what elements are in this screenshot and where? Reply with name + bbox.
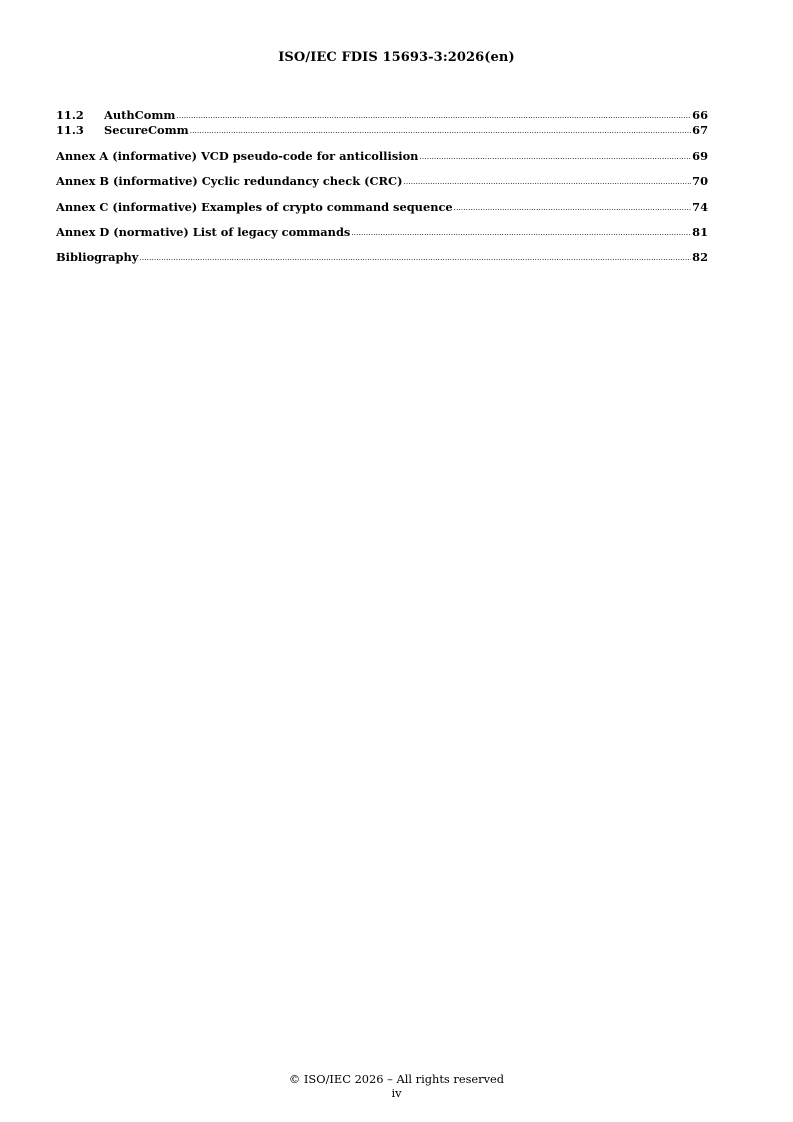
toc-entry-title: Annex A (informative) VCD pseudo-code for anticollision — [56, 149, 419, 163]
toc-entry-page: 81 — [692, 225, 708, 239]
toc-entry-annex-b[interactable] — [56, 174, 708, 190]
document-header: ISO/IEC FDIS 15693-3:2026(en) — [278, 50, 515, 65]
toc-entry-title: Annex B (informative) Cyclic redundancy check (CRC) — [56, 174, 403, 188]
toc-dot-leader — [139, 251, 691, 265]
toc-dot-leader — [351, 226, 691, 240]
toc-dot-leader — [190, 124, 691, 138]
toc-entry-title: AuthComm — [104, 108, 176, 122]
toc-entry-annex-c[interactable] — [56, 200, 708, 216]
toc-entry-page: 82 — [692, 250, 708, 264]
copyright-notice: © ISO/IEC 2026 – All rights reserved — [288, 1072, 505, 1086]
toc-entry-page: 66 — [692, 108, 708, 122]
toc-entry-number: 11.3 — [56, 123, 84, 137]
toc-entry-11-2[interactable] — [56, 108, 708, 124]
toc-dot-leader — [419, 150, 691, 164]
toc-entry-page: 70 — [692, 174, 708, 188]
page-footer — [0, 1072, 793, 1100]
toc-entry-page: 67 — [692, 123, 708, 137]
toc-entry-11-3[interactable] — [56, 123, 708, 139]
table-of-contents — [0, 0, 793, 300]
toc-entry-number: 11.2 — [56, 108, 84, 122]
toc-entry-title: Annex D (normative) List of legacy commands — [56, 225, 351, 239]
toc-entry-annex-d[interactable] — [56, 225, 708, 241]
toc-entry-title: SecureComm — [104, 123, 189, 137]
toc-entry-page: 69 — [692, 149, 708, 163]
page-number: iv — [391, 1086, 402, 1100]
toc-entry-annex-a[interactable] — [56, 149, 708, 165]
toc-dot-leader — [176, 109, 691, 123]
toc-entry-bibliography[interactable] — [56, 250, 708, 266]
toc-entry-title: Bibliography — [56, 250, 139, 264]
toc-dot-leader — [454, 201, 691, 215]
toc-dot-leader — [403, 175, 691, 189]
toc-entry-page: 74 — [692, 200, 708, 214]
toc-entry-title: Annex C (informative) Examples of crypto command sequence — [56, 200, 453, 214]
